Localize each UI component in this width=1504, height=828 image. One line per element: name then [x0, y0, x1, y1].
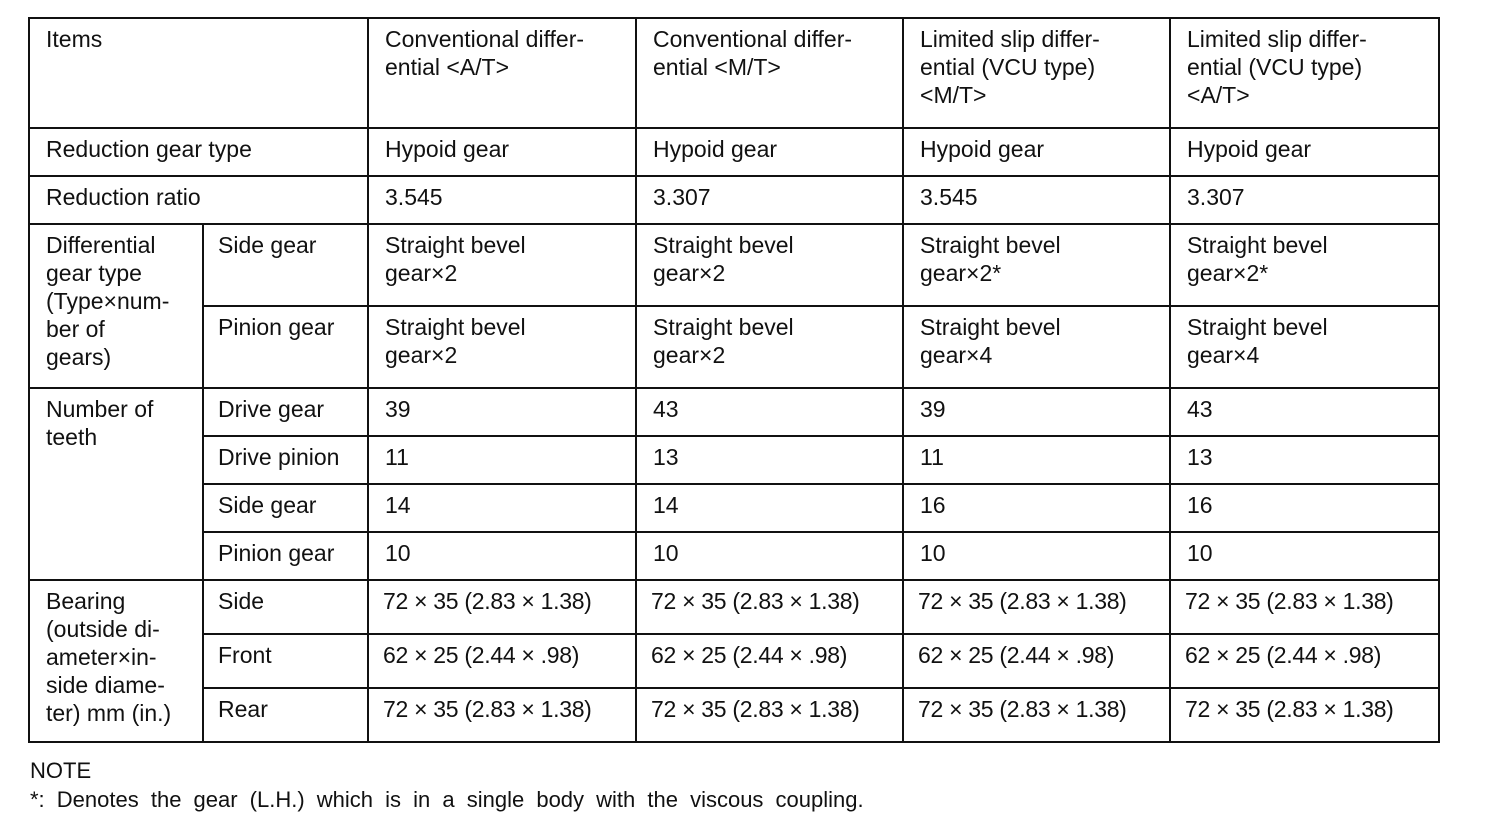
- number-of-teeth-group-label: [29, 388, 203, 580]
- teeth-drive-gear-row: [29, 388, 1439, 436]
- table-cell: 3.307: [636, 176, 903, 224]
- bearing-side-row: [29, 580, 1439, 634]
- row-label: Reduction gear type: [29, 128, 368, 176]
- reduction-gear-type-row: [29, 128, 1439, 176]
- table-cell: 39: [368, 388, 636, 436]
- cell-line: gear×4: [1187, 342, 1260, 368]
- table-cell: 62 × 25 (2.44 × .98): [1170, 634, 1439, 688]
- cell-line: Straight bevel: [920, 314, 1061, 340]
- header-col-1-line-1: Conventional differ-: [385, 26, 585, 52]
- table-cell: 72 × 35 (2.83 × 1.38): [903, 688, 1170, 742]
- cell-line: gear×2: [385, 260, 458, 286]
- table-cell: Hypoid gear: [368, 128, 636, 176]
- cell-line: gear×2: [653, 260, 726, 286]
- sub-row-label: Side gear: [203, 224, 368, 306]
- cell-line: gear×4: [920, 342, 993, 368]
- table-cell: 10: [636, 532, 903, 580]
- table-cell: 39: [903, 388, 1170, 436]
- table-cell: 16: [903, 484, 1170, 532]
- table-cell: 72 × 35 (2.83 × 1.38): [903, 580, 1170, 634]
- header-col-4: [1170, 18, 1439, 128]
- table-cell: [1170, 224, 1439, 306]
- header-col-3-line-2: ential (VCU type): [920, 54, 1096, 80]
- table-cell: [1170, 306, 1439, 388]
- cell-line: Straight bevel: [920, 232, 1061, 258]
- group-label-line: gears): [46, 344, 112, 370]
- table-cell: [368, 224, 636, 306]
- table-cell: 3.545: [368, 176, 636, 224]
- table-cell: Hypoid gear: [1170, 128, 1439, 176]
- table-cell: 62 × 25 (2.44 × .98): [636, 634, 903, 688]
- differential-gear-type-group-label: [29, 224, 203, 388]
- table-cell: 14: [636, 484, 903, 532]
- header-col-3-line-3: <M/T>: [920, 82, 987, 108]
- table-cell: 11: [903, 436, 1170, 484]
- table-cell: 62 × 25 (2.44 × .98): [903, 634, 1170, 688]
- group-label-line: Differential: [46, 232, 156, 258]
- table-cell: [903, 306, 1170, 388]
- table-cell: 62 × 25 (2.44 × .98): [368, 634, 636, 688]
- table-cell: Hypoid gear: [636, 128, 903, 176]
- table-cell: 3.307: [1170, 176, 1439, 224]
- header-col-4-line-2: ential (VCU type): [1187, 54, 1363, 80]
- table-cell: 10: [903, 532, 1170, 580]
- header-row: [29, 18, 1439, 128]
- sub-row-label: Side gear: [203, 484, 368, 532]
- header-col-3-line-1: Limited slip differ-: [920, 26, 1100, 52]
- group-label-line: Bearing: [46, 588, 126, 614]
- differential-pinion-gear-row: [29, 306, 1439, 388]
- group-label-line: ber of: [46, 316, 105, 342]
- cell-line: Straight bevel: [1187, 314, 1328, 340]
- teeth-pinion-gear-row: [29, 532, 1439, 580]
- table-cell: 14: [368, 484, 636, 532]
- table-cell: 72 × 35 (2.83 × 1.38): [636, 580, 903, 634]
- group-label-line: ameter×in-: [46, 644, 157, 670]
- cell-line: gear×2: [385, 342, 458, 368]
- reduction-ratio-row: [29, 176, 1439, 224]
- table-cell: 10: [368, 532, 636, 580]
- bearing-front-row: [29, 634, 1439, 688]
- group-label-line: gear type: [46, 260, 142, 286]
- sub-row-label: Front: [203, 634, 368, 688]
- sub-row-label: Pinion gear: [203, 532, 368, 580]
- table-cell: [368, 306, 636, 388]
- header-items-label: Items: [46, 26, 103, 52]
- table-cell: 72 × 35 (2.83 × 1.38): [1170, 688, 1439, 742]
- table-cell: 13: [1170, 436, 1439, 484]
- group-label-line: teeth: [46, 424, 98, 450]
- header-col-2: [636, 18, 903, 128]
- group-label-line: Number of: [46, 396, 154, 422]
- cell-line: gear×2*: [1187, 260, 1269, 286]
- cell-line: Straight bevel: [385, 232, 526, 258]
- table-cell: 11: [368, 436, 636, 484]
- table-cell: [636, 306, 903, 388]
- header-col-2-line-1: Conventional differ-: [653, 26, 853, 52]
- teeth-drive-pinion-row: [29, 436, 1439, 484]
- header-col-4-line-3: <A/T>: [1187, 82, 1250, 108]
- note-text: *: Denotes the gear (L.H.) which is in a single body with the viscous coupling.: [30, 787, 864, 812]
- table-cell: 3.545: [903, 176, 1170, 224]
- table-cell: 13: [636, 436, 903, 484]
- table-cell: Hypoid gear: [903, 128, 1170, 176]
- group-label-line: ter) mm (in.): [46, 700, 172, 726]
- table-cell: 72 × 35 (2.83 × 1.38): [368, 688, 636, 742]
- specifications-table: [28, 17, 1440, 743]
- header-col-2-line-2: ential <M/T>: [653, 54, 781, 80]
- row-label: Reduction ratio: [29, 176, 368, 224]
- cell-line: Straight bevel: [385, 314, 526, 340]
- cell-line: Straight bevel: [1187, 232, 1328, 258]
- header-items-cell: [29, 18, 368, 128]
- bearing-rear-row: [29, 688, 1439, 742]
- note-title: NOTE: [30, 758, 92, 783]
- header-col-1: [368, 18, 636, 128]
- differential-side-gear-row: [29, 224, 1439, 306]
- bearing-group-label: [29, 580, 203, 742]
- group-label-line: (Type×num-: [46, 288, 170, 314]
- table-cell: 16: [1170, 484, 1439, 532]
- table-cell: 72 × 35 (2.83 × 1.38): [636, 688, 903, 742]
- sub-row-label: Drive gear: [203, 388, 368, 436]
- table-cell: [636, 224, 903, 306]
- header-col-3: [903, 18, 1170, 128]
- sub-row-label: Drive pinion: [203, 436, 368, 484]
- cell-line: gear×2*: [920, 260, 1002, 286]
- table-cell: 72 × 35 (2.83 × 1.38): [1170, 580, 1439, 634]
- sub-row-label: Side: [203, 580, 368, 634]
- sub-row-label: Rear: [203, 688, 368, 742]
- table-cell: 10: [1170, 532, 1439, 580]
- teeth-side-gear-row: [29, 484, 1439, 532]
- group-label-line: side diame-: [46, 672, 165, 698]
- group-label-line: (outside di-: [46, 616, 160, 642]
- cell-line: Straight bevel: [653, 314, 794, 340]
- note-block: [30, 756, 864, 814]
- cell-line: gear×2: [653, 342, 726, 368]
- cell-line: Straight bevel: [653, 232, 794, 258]
- table-cell: [903, 224, 1170, 306]
- table-cell: 43: [636, 388, 903, 436]
- sub-row-label: Pinion gear: [203, 306, 368, 388]
- header-col-4-line-1: Limited slip differ-: [1187, 26, 1367, 52]
- table-cell: 43: [1170, 388, 1439, 436]
- table-cell: 72 × 35 (2.83 × 1.38): [368, 580, 636, 634]
- header-col-1-line-2: ential <A/T>: [385, 54, 510, 80]
